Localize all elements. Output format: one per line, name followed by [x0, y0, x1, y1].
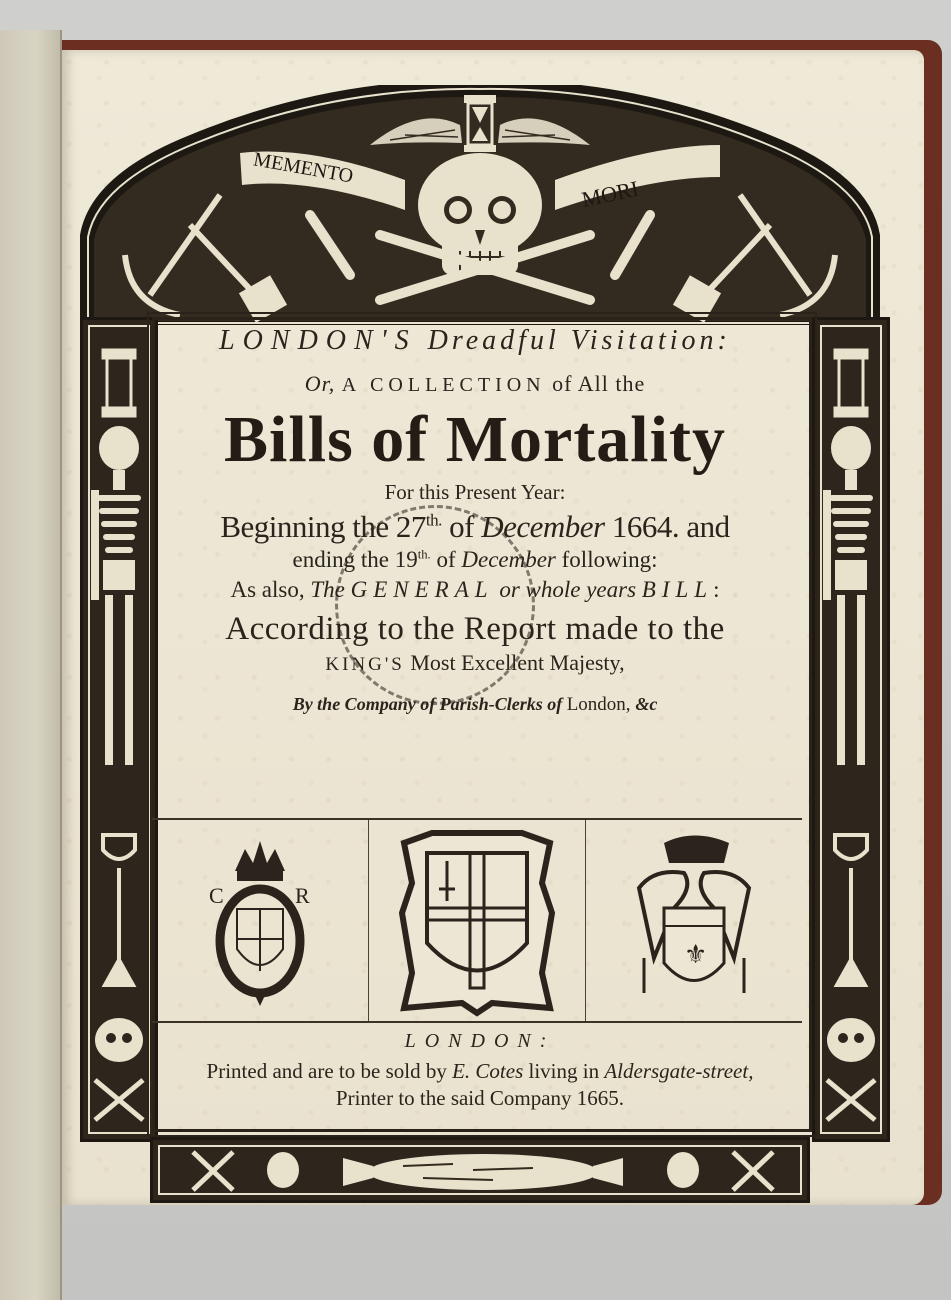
- city-arms-shield-icon: [392, 823, 562, 1018]
- facing-page-edge: [0, 30, 62, 1300]
- main-title: Bills of Mortality: [224, 403, 726, 476]
- svg-text:C: C: [209, 882, 224, 908]
- skull-icon: [95, 1018, 143, 1062]
- crossbones-icon: [827, 1080, 875, 1120]
- right-border-woodcut: [812, 317, 890, 1142]
- title-text-block: [150, 325, 800, 716]
- title-line-ending: ending the $19^{th.}$ of December following:: [292, 547, 658, 573]
- imprint-date-line: Printer to the said Company 1665.: [335, 1086, 625, 1110]
- title-line-present-year: For this Present Year:: [384, 480, 566, 505]
- title-line-majesty: KING'S Most Excellent Majesty,: [325, 650, 625, 676]
- hourglass-icon: [103, 350, 135, 416]
- spade-icon: [835, 835, 867, 985]
- royal-arms-crest: [152, 820, 368, 1021]
- title-line-londons: LONDON'S Dreadful Visitation:: [219, 325, 731, 356]
- crossbones-icon: [95, 1080, 143, 1120]
- hourglass-icon: [835, 350, 867, 416]
- memento-mori-arch-woodcut: [70, 85, 890, 325]
- svg-text:MEMENTO: MEMENTO: [251, 148, 355, 188]
- imprint-printer-line: Printed and are to be sold by E. Cotes living in Aldersgate-street,: [206, 1059, 754, 1083]
- shrouded-corpse-icon: [343, 1154, 623, 1190]
- svg-text:R: R: [295, 882, 310, 908]
- svg-text:MORI: MORI: [579, 175, 641, 213]
- spade-icon: [103, 835, 135, 985]
- parish-clerks-arms-icon: [614, 828, 774, 1013]
- title-line-parish-clerks: By the Company of Parish-Clerks of London, &c: [292, 694, 658, 716]
- skeleton-icon: [91, 426, 141, 765]
- svg-text:⚜: ⚜: [684, 940, 708, 970]
- left-border-woodcut: [80, 317, 158, 1142]
- royal-arms-icon: [195, 831, 325, 1011]
- title-line-beginning: Beginning the $27^{th.}$ of December 1664. and: [220, 509, 730, 545]
- city-of-london-crest: [368, 820, 585, 1021]
- parish-clerks-crest: [585, 820, 802, 1021]
- bottom-border-woodcut: [150, 1137, 810, 1203]
- imprint-place: LONDON:: [404, 1030, 556, 1052]
- title-line-report: According to the Report made to the: [225, 611, 725, 648]
- coats-of-arms-row: [152, 818, 802, 1023]
- title-line-collection: Or, A COLLECTION of All the: [304, 371, 646, 396]
- title-line-general-bill: As also, The GENERAL or whole years BILL:: [230, 577, 720, 603]
- skeleton-icon: [823, 426, 873, 765]
- skull-icon: [827, 1018, 875, 1062]
- imprint-block: [150, 1030, 810, 1111]
